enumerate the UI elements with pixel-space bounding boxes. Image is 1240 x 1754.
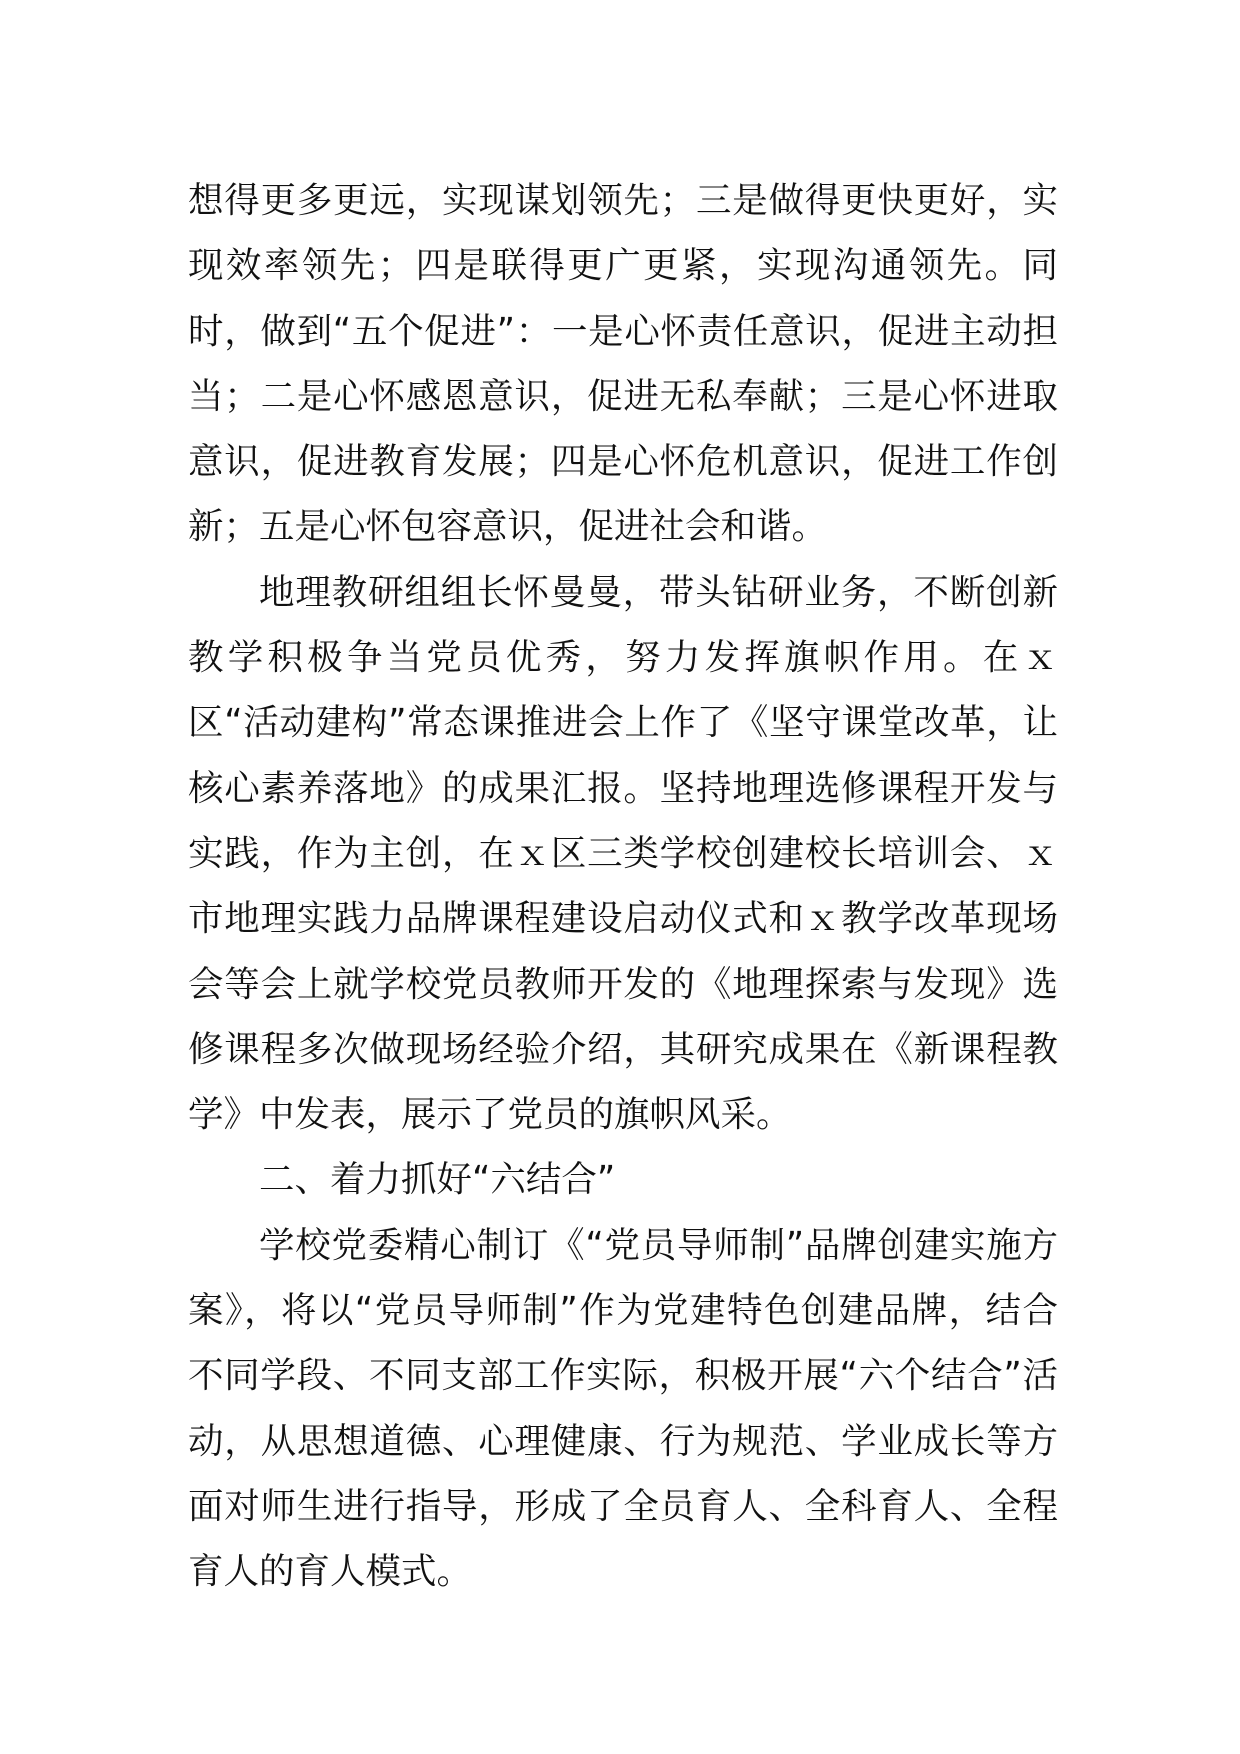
paragraph-continuation: 想得更多更远，实现谋划领先；三是做得更快更好，实现效率领先；四是联得更广更紧，实现沟通领先。同时，做到“五个促进”：一是心怀责任意识，促进主动担当；二是心怀感恩意识，促进无私奉献；三是心怀进取意识，促进教育发展；四是心怀危机意识，促进工作创新；五是心怀包容意识，促进社会和谐。 bbox=[188, 180, 1058, 548]
section-heading: 二、着力抓好“六结合” bbox=[259, 1159, 616, 1201]
paragraph-mentor-system: 学校党委精心制订《“党员导师制”品牌创建实施方案》，将以“党员导师制”作为党建特色创建品牌，结合不同学段、不同支部工作实际，积极开展“六个结合”活动，从思想道德、心理健康、行为规范、学业成长等方面对师生进行指导，形成了全员育人、全科育人、全程育人的育人模式。 bbox=[188, 1224, 1058, 1593]
paragraph-geography-group: 地理教研组组长怀曼曼，带头钻研业务，不断创新教学积极争当党员优秀，努力发挥旗帜作用。在ｘ区“活动建构”常态课推进会上作了《坚守课堂改革，让核心素养落地》的成果汇报。坚持地理选修课程开发与实践，作为主创，在ｘ区三类学校创建校长培训会、ｘ市地理实践力品牌课程建设启动仪式和ｘ教学改革现场会等会上就学校党员教师开发的《地理探索与发现》选修课程多次做现场经验介绍，其研究成果在《新课程教学》中发表，展示了党员的旗帜风采。 bbox=[188, 571, 1058, 1136]
document-body bbox=[188, 168, 1058, 1605]
